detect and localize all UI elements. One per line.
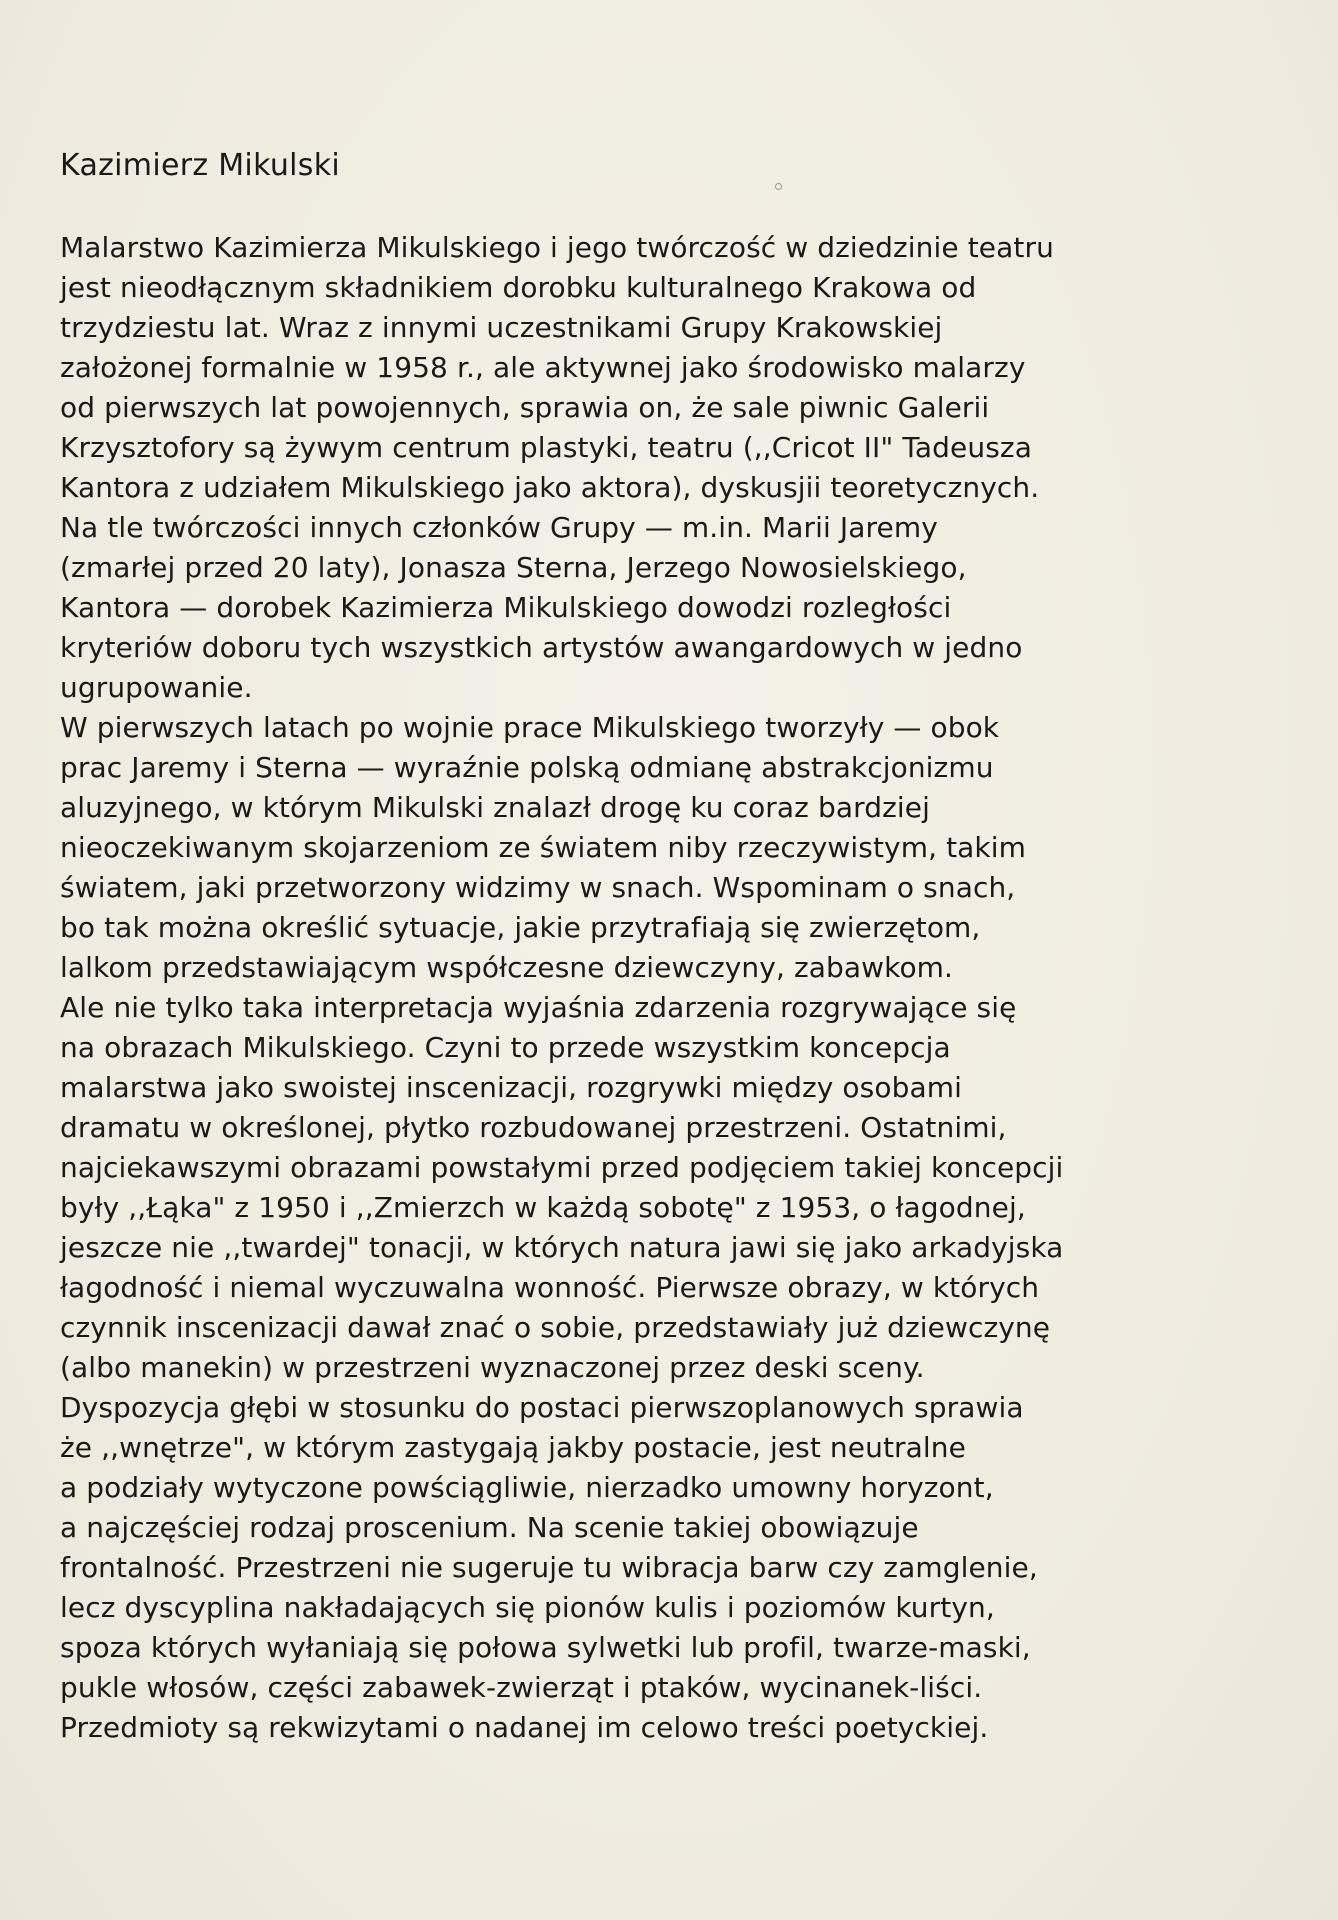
- text-line: że ,,wnętrze", w którym zastygają jakby postacie, jest neutralne: [60, 1431, 966, 1464]
- text-line: Dyspozycja głębi w stosunku do postaci pierwszoplanowych sprawia: [60, 1391, 1024, 1424]
- text-line: Malarstwo Kazimierza Mikulskiego i jego twórczość w dziedzinie teatru: [60, 231, 1054, 264]
- text-line: lalkom przedstawiającym współczesne dziewczyny, zabawkom.: [60, 951, 954, 984]
- text-line: Ale nie tylko taka interpretacja wyjaśnia zdarzenia rozgrywające się: [60, 991, 1017, 1024]
- text-line: Przedmioty są rekwizytami o nadanej im celowo treści poetyckiej.: [60, 1711, 989, 1744]
- text-line: najciekawszymi obrazami powstałymi przed podjęciem takiej koncepcji: [60, 1151, 1064, 1184]
- paper-speck: [775, 183, 782, 190]
- text-line: dramatu w określonej, płytko rozbudowanej przestrzeni. Ostatnimi,: [60, 1111, 1007, 1144]
- text-line: spoza których wyłaniają się połowa sylwetki lub profil, twarze-maski,: [60, 1631, 1031, 1664]
- text-line: pukle włosów, części zabawek-zwierząt i ptaków, wycinanek-liści.: [60, 1671, 983, 1704]
- text-line: aluzyjnego, w którym Mikulski znalazł drogę ku coraz bardziej: [60, 791, 930, 824]
- text-line: (zmarłej przed 20 laty), Jonasza Sterna, Jerzego Nowosielskiego,: [60, 551, 967, 584]
- text-line: a podziały wytyczone powściągliwie, nierzadko umowny horyzont,: [60, 1471, 994, 1504]
- text-line: Na tle twórczości innych członków Grupy — m.in. Marii Jaremy: [60, 511, 938, 544]
- text-line: Krzysztofory są żywym centrum plastyki, teatru (,,Cricot II" Tadeusza: [60, 431, 1032, 464]
- text-line: W pierwszych latach po wojnie prace Mikulskiego tworzyły — obok: [60, 711, 1000, 744]
- text-line: łagodność i niemal wyczuwalna wonność. Pierwsze obrazy, w których: [60, 1271, 1040, 1304]
- text-line: bo tak można określić sytuacje, jakie przytrafiają się zwierzętom,: [60, 911, 981, 944]
- text-line: malarstwa jako swoistej inscenizacji, rozgrywki między osobami: [60, 1071, 962, 1104]
- text-line: frontalność. Przestrzeni nie sugeruje tu wibracja barw czy zamglenie,: [60, 1551, 1038, 1584]
- text-line: od pierwszych lat powojennych, sprawia on, że sale piwnic Galerii: [60, 391, 990, 424]
- text-line: jest nieodłącznym składnikiem dorobku kulturalnego Krakowa od: [60, 271, 977, 304]
- text-line: czynnik inscenizacji dawał znać o sobie, przedstawiały już dziewczynę: [60, 1311, 1051, 1344]
- text-line: kryteriów doboru tych wszystkich artystów awangardowych w jedno: [60, 631, 1023, 664]
- text-line: były ,,Łąka" z 1950 i ,,Zmierzch w każdą sobotę" z 1953, o łagodnej,: [60, 1191, 1026, 1224]
- text-line: a najczęściej rodzaj proscenium. Na scenie takiej obowiązuje: [60, 1511, 919, 1544]
- text-line: lecz dyscyplina nakładających się pionów kulis i poziomów kurtyn,: [60, 1591, 995, 1624]
- document-title: Kazimierz Mikulski: [60, 148, 340, 183]
- text-line: trzydziestu lat. Wraz z innymi uczestnikami Grupy Krakowskiej: [60, 311, 943, 344]
- text-line: prac Jaremy i Sterna — wyraźnie polską odmianę abstrakcjonizmu: [60, 751, 994, 784]
- text-line: światem, jaki przetworzony widzimy w snach. Wspominam o snach,: [60, 871, 1016, 904]
- document-body: [60, 228, 1300, 1748]
- text-line: nieoczekiwanym skojarzeniom ze światem niby rzeczywistym, takim: [60, 831, 1026, 864]
- text-line: jeszcze nie ,,twardej" tonacji, w których natura jawi się jako arkadyjska: [60, 1231, 1064, 1264]
- text-line: ugrupowanie.: [60, 671, 253, 704]
- text-line: na obrazach Mikulskiego. Czyni to przede wszystkim koncepcja: [60, 1031, 951, 1064]
- text-line: Kantora z udziałem Mikulskiego jako aktora), dyskusjii teoretycznych.: [60, 471, 1040, 504]
- text-line: (albo manekin) w przestrzeni wyznaczonej przez deski sceny.: [60, 1351, 925, 1384]
- text-line: założonej formalnie w 1958 r., ale aktywnej jako środowisko malarzy: [60, 351, 1026, 384]
- text-line: Kantora — dorobek Kazimierza Mikulskiego dowodzi rozległości: [60, 591, 952, 624]
